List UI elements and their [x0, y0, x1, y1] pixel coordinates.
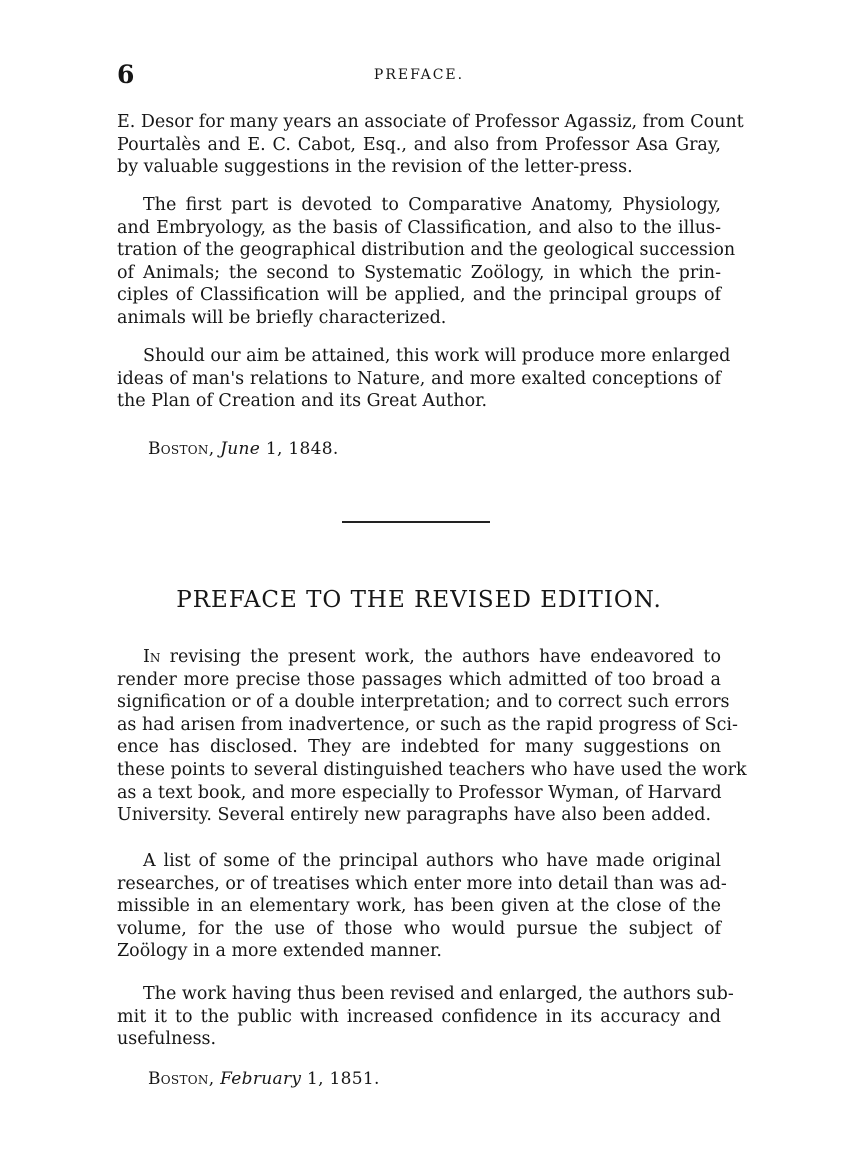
text-line: mit it to the public with increased confidence in its accuracy and: [117, 1006, 721, 1027]
text-line: missible in an elementary work, has been given at the close of the: [117, 896, 721, 917]
text-line: tration of the geographical distribution and the geological succession: [117, 240, 736, 261]
text-line: volume, for the use of those who would pursue the subject of: [117, 918, 721, 939]
text-line: ideas of man's relations to Nature, and more exalted conceptions of: [117, 368, 721, 389]
signature-date: 1, 1848.: [265, 439, 339, 459]
first-word: In: [143, 647, 161, 667]
text-line: Should our aim be attained, this work will produce more enlarged: [143, 346, 731, 366]
text-line: The first part is devoted to Comparative Anatomy, Physiology,: [143, 195, 721, 215]
page-number: 6: [117, 60, 135, 89]
text-line: the Plan of Creation and its Great Author.: [117, 391, 488, 412]
revised-paragraph-3: [117, 983, 734, 1051]
text-line: as had arisen from inadvertence, or such as the rapid progress of Sci-: [117, 714, 738, 735]
text-line: as a text book, and more especially to Professor Wyman, of Harvard: [117, 782, 722, 803]
text-line: A list of some of the principal authors who have made original: [143, 851, 721, 871]
text-line: these points to several distinguished teachers who have used the work: [117, 759, 747, 780]
text-line: of Animals; the second to Systematic Zoölogy, in which the prin-: [117, 262, 721, 283]
text-line: signification or of a double interpretation; and to correct such errors: [117, 692, 730, 713]
text-line: E. Desor for many years an associate of Professor Agassiz, from Count: [117, 112, 744, 132]
text-line: ence has disclosed. They are indebted for many suggestions on: [117, 737, 721, 758]
text-line: usefulness.: [117, 1029, 217, 1050]
signature-month: June: [220, 439, 261, 459]
text-line: and Embryology, as the basis of Classification, and also to the illus-: [117, 217, 721, 238]
preface-paragraph-2: [117, 194, 736, 330]
text-line: researches, or of treatises which enter more into detail than was ad-: [117, 873, 727, 894]
section-divider: [342, 521, 490, 523]
signature-date: 1, 1851.: [307, 1069, 380, 1089]
preface-signature: [148, 438, 339, 460]
text-line: University. Several entirely new paragraphs have also been added.: [117, 805, 712, 826]
text-line: ciples of Classification will be applied, and the principal groups of: [117, 285, 721, 306]
preface-paragraph-3: [117, 345, 731, 413]
signature-place: Boston,: [148, 439, 215, 459]
text-line: by valuable suggestions in the revision of the letter-press.: [117, 157, 633, 178]
section-title: PREFACE TO THE REVISED EDITION.: [176, 587, 662, 613]
page-header: [117, 60, 721, 90]
text-line: The work having thus been revised and enlarged, the authors sub-: [143, 984, 734, 1004]
revised-paragraph-2: [117, 850, 727, 963]
signature-month: February: [220, 1069, 302, 1089]
signature-place: Boston,: [148, 1069, 215, 1089]
running-head: PREFACE.: [373, 67, 465, 83]
text-line: Zoölogy in a more extended manner.: [117, 941, 442, 962]
text-line: render more precise those passages which admitted of too broad a: [117, 669, 721, 690]
revised-signature: [148, 1068, 380, 1090]
revised-paragraph-1: [117, 646, 747, 827]
text-line: animals will be briefly characterized.: [117, 307, 447, 328]
text-line: [117, 646, 721, 669]
text-line-rest: revising the present work, the authors have endeavored to: [169, 647, 721, 667]
text-line: Pourtalès and E. C. Cabot, Esq., and also from Professor Asa Gray,: [117, 134, 721, 155]
preface-paragraph-1: [117, 111, 744, 179]
